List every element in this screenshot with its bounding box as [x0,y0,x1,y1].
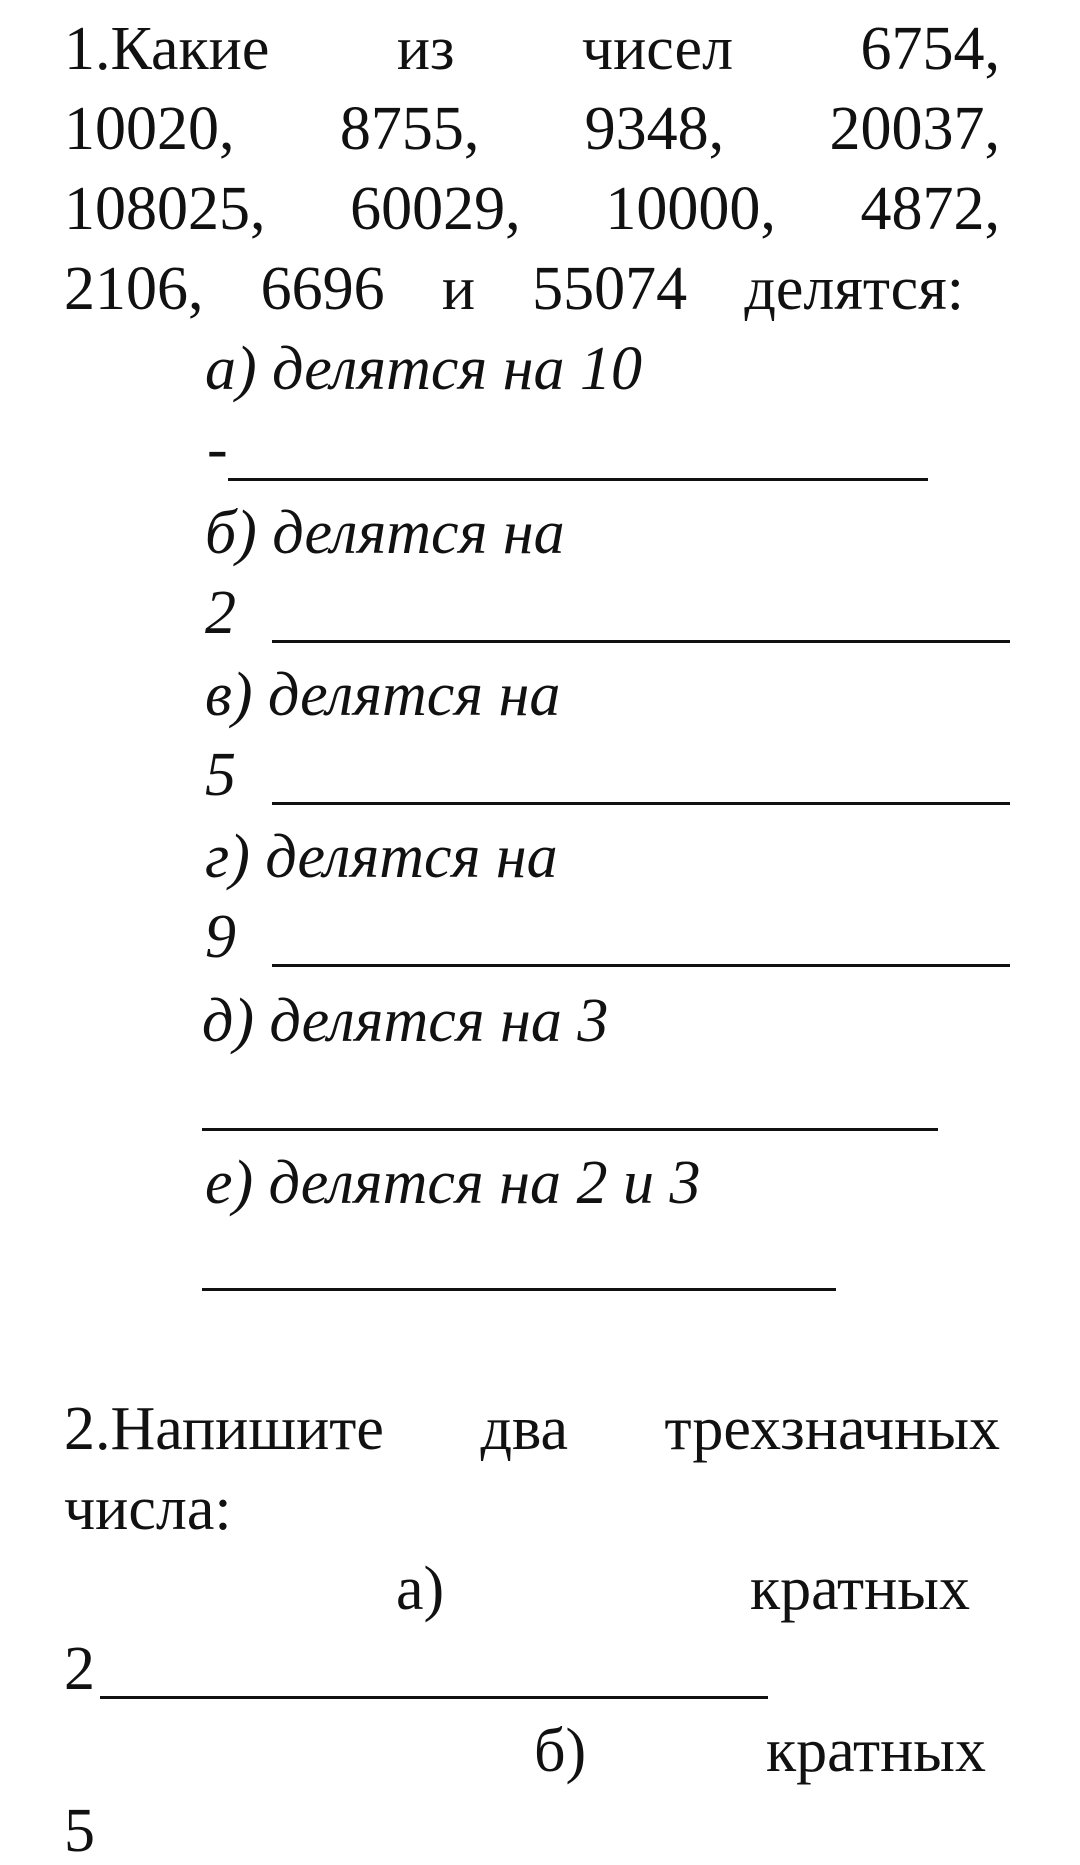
number: 108025, [64,175,266,243]
task1-line-3 [64,175,1000,243]
item-e-answer-line[interactable] [202,1128,938,1131]
task2-b-word: кратных [766,1717,986,1785]
item-f-answer-line[interactable] [202,1288,836,1291]
word: два [480,1395,568,1463]
item-b-label: б) делятся на [205,499,565,567]
number: 20037, [829,95,1000,163]
task2-line-1 [64,1395,1000,1463]
task1-line-2 [64,95,1000,163]
item-c-label: в) делятся на [205,661,561,729]
number: 4872, [860,175,1000,243]
word: и [441,255,475,323]
task2-a-answer-line[interactable] [100,1696,768,1699]
number: 10020, [64,95,235,163]
item-a-dash: - [207,415,228,483]
item-d-number: 9 [205,903,236,971]
task2-line-2: числа: [64,1475,232,1543]
item-e-label: д) делятся на 3 [202,987,609,1055]
word: чисел [581,15,734,83]
number: 8755, [339,95,480,163]
item-d-label: г) делятся на [205,823,558,891]
task1-line-4 [64,255,964,323]
word: делятся: [744,255,964,323]
number: 2106, [64,255,204,323]
word: 6754, [860,15,1000,83]
word: 1.Какие [64,15,270,83]
task2-a-letter: а) [396,1555,445,1623]
number: 60029, [350,175,521,243]
word: 2.Напишите [64,1395,384,1463]
number: 10000, [605,175,776,243]
number: 55074 [532,255,688,323]
task1-line-1 [64,15,1000,83]
word: из [396,15,455,83]
item-c-answer-line[interactable] [272,802,1010,805]
task2-a-number: 2 [64,1635,95,1703]
item-a-label: а) делятся на 10 [205,335,642,403]
item-a-answer-line[interactable] [228,478,928,481]
item-c-number: 5 [205,741,236,809]
item-f-label: е) делятся на 2 и 3 [205,1149,701,1217]
item-b-number: 2 [205,579,236,647]
task2-b-number-partial: 5 [64,1797,95,1865]
item-d-answer-line[interactable] [272,964,1010,967]
task2-a-word: кратных [750,1555,970,1623]
word: трехзначных [664,1395,1000,1463]
task2-b-letter: б) [534,1717,587,1785]
item-b-answer-line[interactable] [272,640,1010,643]
number: 6696 [260,255,385,323]
number: 9348, [584,95,725,163]
